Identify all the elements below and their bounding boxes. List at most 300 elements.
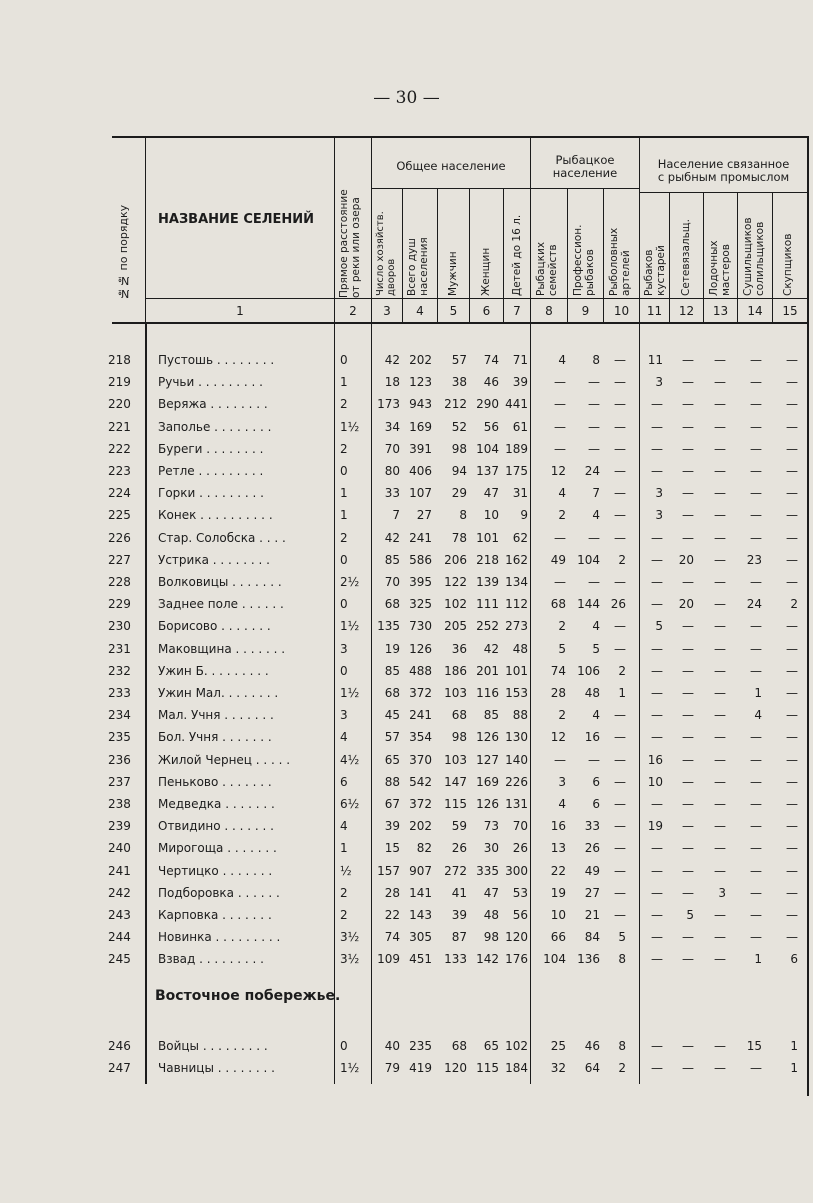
column-number: 8 — [545, 304, 553, 318]
cell-value: — — [786, 641, 798, 656]
cell-value: 907 — [409, 863, 432, 878]
cell-value: — — [682, 686, 694, 700]
distance-value: 1 — [340, 375, 348, 390]
column-number: 15 — [782, 304, 798, 318]
cell-value: — — [651, 597, 663, 612]
distance-value: 1½ — [340, 419, 360, 434]
settlement-name: Карповка . . . . . . . — [158, 908, 272, 922]
cell-value: — — [614, 419, 626, 434]
row-number: 239 — [108, 819, 131, 834]
header-households: Число хозяйств. дворов — [375, 211, 397, 296]
cell-value: — — [651, 885, 663, 900]
cell-value: — — [614, 464, 626, 478]
cell-value: — — [651, 663, 663, 678]
header-boat-makers: Лодочных мастеров — [708, 240, 732, 296]
cell-value: 325 — [409, 597, 432, 612]
cell-value: 24 — [584, 464, 600, 478]
cell-value: 74 — [550, 663, 566, 678]
cell-value: 7 — [392, 508, 400, 523]
column-number: 2 — [349, 304, 357, 318]
cell-value: 102 — [505, 1038, 528, 1053]
cell-value: 94 — [451, 464, 467, 478]
cell-value: — — [786, 464, 798, 478]
cell-value: 354 — [409, 730, 432, 745]
cell-value: 3 — [655, 508, 663, 523]
cell-value: — — [554, 419, 566, 434]
row-number: 240 — [108, 841, 131, 856]
cell-value: — — [786, 419, 798, 434]
cell-value: — — [750, 530, 762, 545]
cell-value: 20 — [678, 597, 694, 612]
cell-value: — — [682, 508, 694, 523]
cell-value: — — [750, 375, 762, 390]
cell-value: — — [786, 885, 798, 900]
cell-value: — — [682, 863, 694, 878]
cell-value: 11 — [647, 353, 663, 367]
header-rule-fishing — [531, 188, 639, 189]
cell-value: 106 — [577, 663, 600, 678]
cell-value: — — [714, 641, 726, 656]
settlement-name: Ужин Мал. . . . . . . . — [158, 686, 279, 700]
cell-value: 19 — [550, 885, 566, 900]
cell-value: 241 — [409, 708, 432, 723]
cell-value: 26 — [610, 597, 626, 612]
distance-value: 0 — [340, 552, 348, 567]
cell-value: 107 — [409, 486, 432, 501]
row-number: 243 — [108, 908, 131, 922]
cell-value: 395 — [409, 575, 432, 589]
cell-value: 64 — [584, 1060, 600, 1075]
cell-value: 42 — [384, 353, 400, 367]
cell-value: 46 — [483, 375, 499, 390]
cell-value: 104 — [543, 952, 566, 967]
settlement-name: Конек . . . . . . . . . . — [158, 508, 273, 523]
cell-value: 3 — [655, 375, 663, 390]
row-number: 242 — [108, 885, 131, 900]
cell-value: 30 — [483, 841, 499, 856]
cell-value: — — [750, 486, 762, 501]
column-number: 9 — [581, 304, 590, 318]
cell-value: — — [786, 530, 798, 545]
cell-value: — — [682, 930, 694, 945]
distance-value: 0 — [340, 464, 348, 478]
distance-value: 0 — [340, 663, 348, 678]
cell-value: 441 — [505, 397, 528, 412]
row-number: 225 — [108, 508, 131, 523]
settlement-name: Устрика . . . . . . . . — [158, 552, 270, 567]
cell-value: 36 — [451, 641, 467, 656]
cell-value: — — [714, 797, 726, 811]
header-fishing-artels: Рыболовных артелей — [608, 227, 632, 296]
cell-value: 143 — [409, 908, 432, 922]
settlement-name: Борисово . . . . . . . — [158, 619, 271, 634]
header-related-population: Население связанное с рыбным промыслом — [657, 157, 790, 184]
cell-value: — — [554, 575, 566, 589]
cell-value: 4 — [592, 708, 600, 723]
header-name: НАЗВАНИЕ СЕЛЕНИЙ — [158, 212, 315, 227]
column-number: 1 — [236, 304, 244, 318]
cell-value: 542 — [409, 774, 432, 789]
cell-value: — — [651, 552, 663, 567]
cell-value: 12 — [550, 464, 566, 478]
cell-value: — — [554, 441, 566, 456]
cell-value: — — [714, 708, 726, 723]
cell-value: 189 — [505, 441, 528, 456]
cell-value: 1 — [790, 1038, 798, 1053]
cell-value: — — [786, 663, 798, 678]
row-number: 222 — [108, 441, 131, 456]
cell-value: — — [682, 419, 694, 434]
cell-value: — — [750, 441, 762, 456]
cell-value: 103 — [444, 686, 467, 700]
cell-value: — — [750, 730, 762, 745]
cell-value: — — [750, 419, 762, 434]
cell-value: — — [750, 841, 762, 856]
cell-value: 48 — [512, 641, 528, 656]
cell-value: — — [786, 774, 798, 789]
header-rule-general — [372, 188, 530, 189]
cell-value: — — [786, 708, 798, 723]
cell-value: 370 — [409, 752, 432, 767]
cell-value: 120 — [444, 1060, 467, 1075]
cell-value: — — [588, 752, 600, 767]
cell-value: — — [614, 708, 626, 723]
cell-value: 61 — [512, 419, 528, 434]
cell-value: — — [714, 819, 726, 834]
cell-value: 42 — [384, 530, 400, 545]
cell-value: — — [614, 641, 626, 656]
settlement-name: Ручьи . . . . . . . . . — [158, 375, 263, 390]
cell-value: 6 — [790, 952, 798, 967]
cell-value: 8 — [618, 1038, 626, 1053]
cell-value: 104 — [577, 552, 600, 567]
cell-value: 39 — [512, 375, 528, 390]
body-vrule — [639, 324, 640, 1084]
cell-value: — — [614, 841, 626, 856]
body-vrule — [371, 324, 372, 1084]
cell-value: 65 — [384, 752, 400, 767]
cell-value: 7 — [592, 486, 600, 501]
cell-value: — — [588, 397, 600, 412]
cell-value: 2 — [558, 708, 566, 723]
cell-value: — — [714, 686, 726, 700]
cell-value: — — [750, 508, 762, 523]
cell-value: — — [714, 486, 726, 501]
cell-value: 290 — [476, 397, 499, 412]
cell-value: 2 — [558, 619, 566, 634]
cell-value: 1 — [618, 686, 626, 700]
distance-value: 6½ — [340, 797, 360, 811]
settlement-name: Волковицы . . . . . . . — [158, 575, 282, 589]
cell-value: 173 — [377, 397, 400, 412]
cell-value: 28 — [550, 686, 566, 700]
cell-value: 586 — [409, 552, 432, 567]
cell-value: 13 — [550, 841, 566, 856]
cell-value: 218 — [476, 552, 499, 567]
settlement-name: Горки . . . . . . . . . — [158, 486, 264, 501]
cell-value: 85 — [384, 552, 400, 567]
cell-value: 139 — [476, 575, 499, 589]
cell-value: 38 — [451, 375, 467, 390]
cell-value: — — [614, 508, 626, 523]
cell-value: — — [682, 663, 694, 678]
distance-value: 0 — [340, 353, 348, 367]
cell-value: 56 — [483, 419, 499, 434]
cell-value: — — [682, 530, 694, 545]
cell-value: — — [750, 353, 762, 367]
settlement-name: Буреги . . . . . . . . — [158, 441, 264, 456]
header-order: №№ по порядку — [117, 204, 130, 300]
cell-value: — — [682, 774, 694, 789]
cell-value: — — [682, 952, 694, 967]
cell-value: 26 — [451, 841, 467, 856]
cell-value: — — [614, 908, 626, 922]
cell-value: 120 — [505, 930, 528, 945]
cell-value: — — [750, 774, 762, 789]
distance-value: 1 — [340, 841, 348, 856]
cell-value: 68 — [451, 708, 467, 723]
cell-value: 126 — [409, 641, 432, 656]
cell-value: — — [651, 930, 663, 945]
cell-value: 419 — [409, 1060, 432, 1075]
cell-value: 67 — [384, 797, 400, 811]
cell-value: — — [750, 464, 762, 478]
cell-value: 102 — [444, 597, 467, 612]
distance-value: 3 — [340, 641, 348, 656]
cell-value: 226 — [505, 774, 528, 789]
settlement-name: Заполье . . . . . . . . — [158, 419, 272, 434]
distance-value: 4 — [340, 730, 348, 745]
cell-value: — — [614, 885, 626, 900]
column-number: 4 — [416, 304, 424, 318]
header-dryers: Сушильщиков солильщиков — [742, 217, 766, 296]
cell-value: — — [714, 397, 726, 412]
cell-value: 26 — [584, 841, 600, 856]
cell-value: 48 — [584, 686, 600, 700]
distance-value: 1 — [340, 508, 348, 523]
cell-value: 127 — [476, 752, 499, 767]
header-vrule — [145, 136, 146, 324]
cell-value: — — [714, 353, 726, 367]
cell-value: — — [651, 641, 663, 656]
cell-value: 26 — [512, 841, 528, 856]
cell-value: 39 — [451, 908, 467, 922]
cell-value: 235 — [409, 1038, 432, 1053]
cell-value: 111 — [476, 597, 499, 612]
cell-value: — — [786, 508, 798, 523]
cell-value: 123 — [409, 375, 432, 390]
cell-value: — — [750, 863, 762, 878]
cell-value: — — [614, 575, 626, 589]
cell-value: 70 — [512, 819, 528, 834]
cell-value: — — [786, 908, 798, 922]
cell-value: — — [714, 752, 726, 767]
cell-value: 201 — [476, 663, 499, 678]
cell-value: 22 — [550, 863, 566, 878]
cell-value: 202 — [409, 819, 432, 834]
cell-value: — — [682, 819, 694, 834]
settlement-name: Мал. Учня . . . . . . . — [158, 708, 274, 723]
row-number: 236 — [108, 752, 131, 767]
cell-value: 126 — [476, 797, 499, 811]
cell-value: — — [614, 863, 626, 878]
settlement-name: Маковщина . . . . . . . — [158, 641, 286, 656]
cell-value: — — [714, 441, 726, 456]
cell-value: — — [588, 375, 600, 390]
cell-value: 153 — [505, 686, 528, 700]
cell-value: 15 — [384, 841, 400, 856]
cell-value: — — [682, 486, 694, 501]
cell-value: — — [682, 841, 694, 856]
cell-value: — — [614, 619, 626, 634]
row-number: 237 — [108, 774, 131, 789]
cell-value: 2 — [618, 663, 626, 678]
row-number: 233 — [108, 686, 131, 700]
cell-value: — — [682, 375, 694, 390]
cell-value: — — [651, 1038, 663, 1053]
cell-value: 70 — [384, 575, 400, 589]
row-number: 223 — [108, 464, 131, 478]
cell-value: 8 — [592, 353, 600, 367]
cell-value: 98 — [451, 441, 467, 456]
cell-value: 10 — [483, 508, 499, 523]
cell-value: — — [651, 1060, 663, 1075]
cell-value: — — [651, 464, 663, 478]
cell-value: 372 — [409, 797, 432, 811]
cell-value: 122 — [444, 575, 467, 589]
cell-value: — — [750, 908, 762, 922]
cell-value: 62 — [512, 530, 528, 545]
cell-value: 2 — [558, 508, 566, 523]
header-fishing-population: Рыбацкое население — [552, 153, 618, 180]
cell-value: 157 — [377, 863, 400, 878]
cell-value: 47 — [483, 486, 499, 501]
cell-value: 80 — [384, 464, 400, 478]
cell-value: 68 — [451, 1038, 467, 1053]
cell-value: 27 — [416, 508, 432, 523]
cell-value: 98 — [451, 730, 467, 745]
cell-value: — — [714, 508, 726, 523]
cell-value: — — [714, 863, 726, 878]
header-men: Мужчин — [447, 251, 459, 296]
settlement-name: Ретле . . . . . . . . . — [158, 464, 264, 478]
cell-value: 29 — [451, 486, 467, 501]
row-number: 230 — [108, 619, 131, 634]
cell-value: 273 — [505, 619, 528, 634]
distance-value: 1½ — [340, 619, 360, 634]
row-number: 226 — [108, 530, 131, 545]
cell-value: 488 — [409, 663, 432, 678]
settlement-name: Стар. Солобска . . . . — [158, 530, 286, 545]
cell-value: — — [750, 1060, 762, 1075]
cell-value: 205 — [444, 619, 467, 634]
cell-value: — — [786, 441, 798, 456]
cell-value: — — [682, 730, 694, 745]
distance-value: 3 — [340, 708, 348, 723]
cell-value: 22 — [384, 908, 400, 922]
header-general-population: Общее население — [396, 159, 506, 173]
cell-value: — — [750, 397, 762, 412]
cell-value: 52 — [451, 419, 467, 434]
cell-value: 85 — [483, 708, 499, 723]
cell-value: 1 — [790, 1060, 798, 1075]
cell-value: 19 — [647, 819, 663, 834]
cell-value: — — [554, 375, 566, 390]
row-number: 241 — [108, 863, 131, 878]
distance-value: 2 — [340, 397, 348, 412]
header-vrule — [334, 136, 335, 324]
cell-value: 147 — [444, 774, 467, 789]
cell-value: — — [682, 1060, 694, 1075]
distance-value: 0 — [340, 1038, 348, 1053]
cell-value: — — [554, 530, 566, 545]
cell-value: 175 — [505, 464, 528, 478]
cell-value: — — [714, 419, 726, 434]
cell-value: — — [750, 752, 762, 767]
cell-value: — — [714, 952, 726, 967]
row-number: 245 — [108, 952, 131, 967]
cell-value: — — [714, 663, 726, 678]
cell-value: 28 — [384, 885, 400, 900]
cell-value: 136 — [577, 952, 600, 967]
cell-value: — — [682, 708, 694, 723]
cell-value: 56 — [512, 908, 528, 922]
cell-value: 305 — [409, 930, 432, 945]
cell-value: 206 — [444, 552, 467, 567]
cell-value: 66 — [550, 930, 566, 945]
cell-value: — — [651, 441, 663, 456]
row-number: 244 — [108, 930, 131, 945]
cell-value: 68 — [384, 686, 400, 700]
cell-value: — — [714, 930, 726, 945]
cell-value: — — [614, 730, 626, 745]
column-number: 14 — [747, 304, 763, 318]
cell-value: — — [554, 752, 566, 767]
cell-value: 57 — [451, 353, 467, 367]
row-number: 231 — [108, 641, 131, 656]
cell-value: 335 — [476, 863, 499, 878]
cell-value: 372 — [409, 686, 432, 700]
cell-value: 10 — [550, 908, 566, 922]
cell-value: — — [614, 819, 626, 834]
cell-value: 18 — [384, 375, 400, 390]
cell-value: 78 — [451, 530, 467, 545]
cell-value: 10 — [647, 774, 663, 789]
cell-value: 6 — [592, 797, 600, 811]
distance-value: 4½ — [340, 752, 360, 767]
settlement-name: Бол. Учня . . . . . . . — [158, 730, 272, 745]
cell-value: 40 — [384, 1038, 400, 1053]
cell-value: — — [588, 441, 600, 456]
cell-value: — — [714, 552, 726, 567]
cell-value: 1 — [754, 686, 762, 700]
cell-value: 68 — [550, 597, 566, 612]
row-number: 247 — [108, 1060, 131, 1075]
cell-value: 74 — [483, 353, 499, 367]
cell-value: — — [614, 797, 626, 811]
table-top-rule — [112, 136, 807, 138]
cell-value: — — [714, 375, 726, 390]
cell-value: 84 — [584, 930, 600, 945]
cell-value: 3 — [718, 885, 726, 900]
cell-value: 300 — [505, 863, 528, 878]
cell-value: — — [588, 419, 600, 434]
settlement-name: Взвад . . . . . . . . . — [158, 952, 264, 967]
row-number: 224 — [108, 486, 131, 501]
cell-value: 57 — [384, 730, 400, 745]
cell-value: 27 — [584, 885, 600, 900]
cell-value: — — [750, 575, 762, 589]
